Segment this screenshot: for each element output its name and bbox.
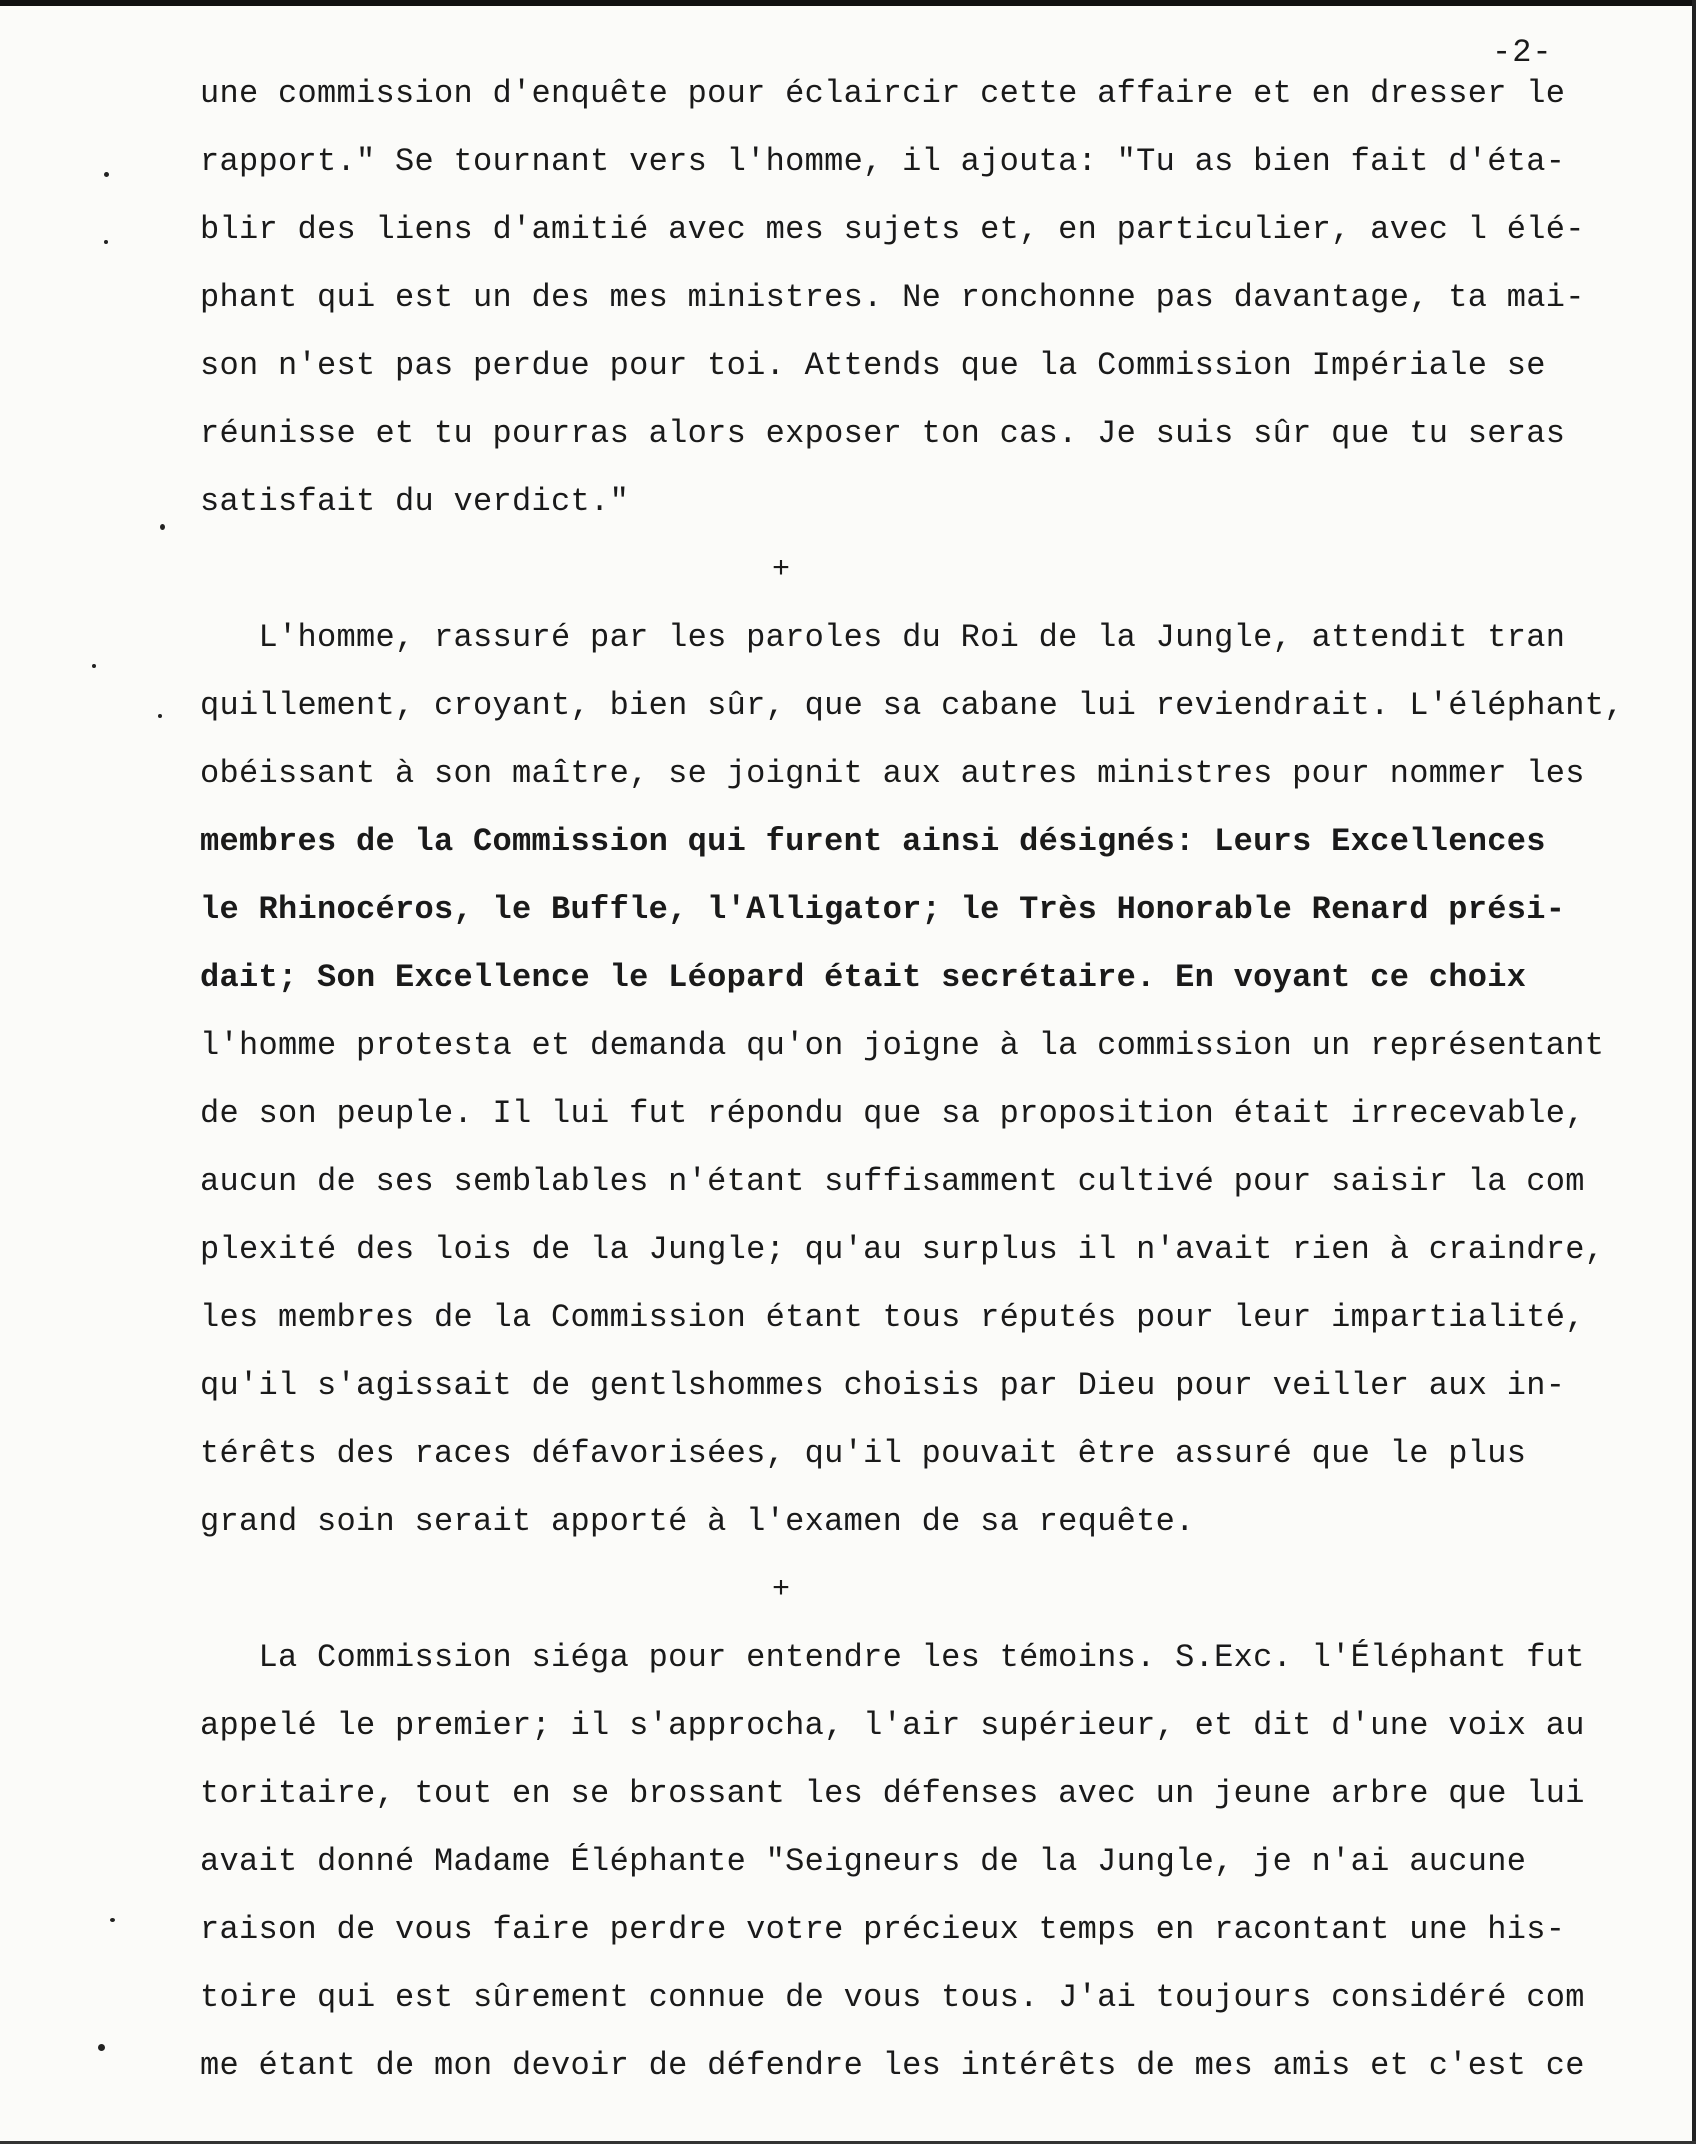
- scan-speck: [92, 664, 96, 668]
- text-line: raison de vous faire perdre votre précieux temps en racontant une his-: [200, 1911, 1566, 1948]
- text-line: L'homme, rassuré par les paroles du Roi de la Jungle, attendit tran: [200, 619, 1566, 656]
- page-number: -2-: [1492, 34, 1553, 71]
- text-line: me étant de mon devoir de défendre les intérêts de mes amis et c'est ce: [200, 2047, 1585, 2084]
- text-line: de son peuple. Il lui fut répondu que sa proposition était irrecevable,: [200, 1095, 1585, 1132]
- text-line: appelé le premier; il s'approcha, l'air supérieur, et dit d'une voix au: [200, 1707, 1585, 1744]
- text-line: toritaire, tout en se brossant les défenses avec un jeune arbre que lui: [200, 1775, 1585, 1812]
- text-line: les membres de la Commission étant tous réputés pour leur impartialité,: [200, 1299, 1585, 1336]
- scan-speck: [160, 524, 165, 530]
- body-text: [200, 60, 1640, 2100]
- text-line: une commission d'enquête pour éclaircir cette affaire et en dresser le: [200, 75, 1566, 112]
- text-line: obéissant à son maître, se joignit aux autres ministres pour nommer les: [200, 755, 1585, 792]
- text-line: membres de la Commission qui furent ainsi désignés: Leurs Excellences: [200, 823, 1546, 860]
- text-line: avait donné Madame Éléphante "Seigneurs de la Jungle, je n'ai aucune: [200, 1843, 1527, 1880]
- paragraph: [200, 60, 1640, 536]
- scan-speck: [104, 172, 109, 177]
- text-line: rapport." Se tournant vers l'homme, il ajouta: "Tu as bien fait d'éta-: [200, 143, 1566, 180]
- text-line: aucun de ses semblables n'étant suffisamment cultivé pour saisir la com: [200, 1163, 1585, 1200]
- text-line: dait; Son Excellence le Léopard était secrétaire. En voyant ce choix: [200, 959, 1527, 996]
- text-line: satisfait du verdict.": [200, 483, 630, 520]
- text-line: qu'il s'agissait de gentlshommes choisis par Dieu pour veiller aux in-: [200, 1367, 1566, 1404]
- page-edge-top: [0, 0, 1696, 6]
- text-line: blir des liens d'amitié avec mes sujets et, en particulier, avec l élé-: [200, 211, 1585, 248]
- text-line: le Rhinocéros, le Buffle, l'Alligator; le Très Honorable Renard prési-: [200, 891, 1566, 928]
- scan-speck: [158, 714, 162, 718]
- text-line: quillement, croyant, bien sûr, que sa cabane lui reviendrait. L'éléphant,: [200, 687, 1624, 724]
- text-line: toire qui est sûrement connue de vous tous. J'ai toujours considéré com: [200, 1979, 1585, 2016]
- text-line: La Commission siéga pour entendre les témoins. S.Exc. l'Éléphant fut: [200, 1639, 1585, 1676]
- text-line: phant qui est un des mes ministres. Ne ronchonne pas davantage, ta mai-: [200, 279, 1585, 316]
- text-line: son n'est pas perdue pour toi. Attends que la Commission Impériale se: [200, 347, 1546, 384]
- page-edge-right: [1692, 0, 1696, 2144]
- scan-speck: [98, 2044, 105, 2051]
- text-line: réunisse et tu pourras alors exposer ton cas. Je suis sûr que tu seras: [200, 415, 1566, 452]
- section-separator: +: [772, 553, 791, 587]
- paragraph: [200, 1624, 1640, 2100]
- scan-speck: [104, 240, 108, 244]
- text-line: plexité des lois de la Jungle; qu'au surplus il n'avait rien à craindre,: [200, 1231, 1605, 1268]
- section-separator: +: [772, 1573, 791, 1607]
- scan-speck: [110, 1918, 115, 1922]
- text-line: l'homme protesta et demanda qu'on joigne à la commission un représentant: [200, 1027, 1605, 1064]
- text-line: térêts des races défavorisées, qu'il pouvait être assuré que le plus: [200, 1435, 1527, 1472]
- paragraph: [200, 604, 1640, 1556]
- text-line: grand soin serait apporté à l'examen de sa requête.: [200, 1503, 1195, 1540]
